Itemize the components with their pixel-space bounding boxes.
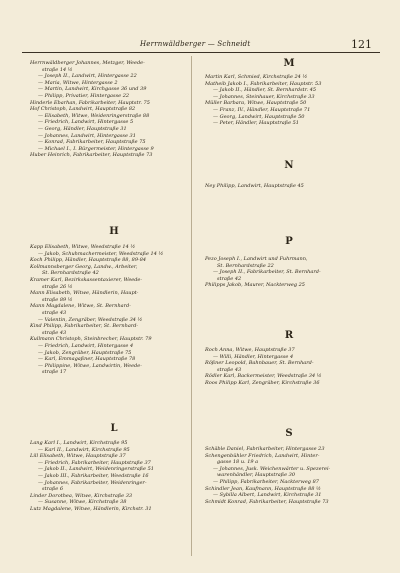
left-column-k [30, 244, 198, 376]
directory-entry: — Jakob, Zengräber, Hauptstraße 75 [38, 349, 132, 356]
section-letter-n: N [284, 160, 294, 171]
directory-entry: straße 43 [42, 329, 67, 336]
directory-entry: Hinderle Ebarhan, Fabrikarbeiter, Hauptstr. 75 [30, 99, 150, 106]
directory-entry: Kind Philipp, Fabrikarbeiter, St. Bernhard- [30, 323, 139, 330]
directory-entry: — Philippine, Witwe, Landwirtin, Weede- [38, 362, 142, 369]
directory-entry: Martin Karl, Schmied, Kirchstraße 24 ½ [205, 74, 308, 80]
directory-entry: — Friedrich, Fabrikarbeiter, Hauptstraße 37 [38, 459, 151, 466]
directory-entry: Schäble Daniel, Fabrikarbeiter, Hintergasse 23 [205, 446, 325, 452]
directory-entry: Schengenbühler Friedrich, Landwirt, Hinter- [205, 452, 320, 459]
directory-entry: — Willi, Händler, Hintergasse 4 [213, 353, 294, 360]
directory-entry: — Valentin, Zengräber, Weedstraße 34 ½ [38, 316, 143, 323]
running-title: Herrnwäldberger — Schneidt [140, 40, 251, 48]
directory-entry: warenhändler, Hauptstraße 30 [217, 472, 295, 479]
directory-entry: straße 6 [42, 486, 64, 493]
directory-entry: — Johannes, Steinhauer, Kirchstraße 33 [213, 93, 315, 100]
directory-entry: Huber Heinrich, Fabrikarbeiter, Hauptstraße 73 [30, 152, 153, 159]
directory-entry: straße 89 ½ [42, 296, 73, 303]
right-column-p [205, 256, 373, 289]
directory-entry: Kramer Karl, Bezirkskassentaxierer, Weede- [30, 276, 143, 283]
directory-entry: Rößner Leopold, Bahnbauer, St. Bernhard- [205, 360, 314, 367]
directory-entry: — Konrad, Fabrikarbeiter, Hauptstraße 75 [38, 139, 146, 146]
directory-entry: Matheib Jakob I., Fabrikarbeiter, Hauptstr. 53 [205, 80, 322, 87]
directory-entry: Linder Dorothea, Witwe, Kirchstraße 33 [30, 492, 133, 499]
right-column-n [205, 183, 373, 190]
directory-entry: straße 17 [42, 369, 67, 376]
directory-entry: — Friedrich, Landwirt, Hintergasse 4 [38, 342, 134, 349]
left-column [30, 60, 198, 159]
directory-entry: Herrnwäldberger Johannes, Metzger, Weede- [30, 60, 145, 66]
section-letter-l: L [110, 423, 118, 434]
directory-entry: — Georg, Händler, Hauptstraße 31 [38, 125, 127, 132]
directory-entry: Lang Karl I., Landwirt, Kirchstraße 95 [30, 440, 128, 446]
directory-entry: Ney Philipp, Landwirt, Hauptstraße 45 [205, 183, 304, 189]
directory-entry: — Joseph II., Landwirt, Hintergasse 22 [38, 73, 137, 80]
directory-entry: gasse 18 u. 19 a [217, 459, 259, 466]
section-letter-r: R [284, 330, 294, 341]
directory-entry: Lutz Magdalene, Witwe, Händlerin, Kirchstr. 31 [30, 505, 152, 512]
section-letter-s: S [285, 428, 293, 439]
directory-entry: Kullmann Christoph, Steinbrecher, Hauptstr. 79 [30, 336, 152, 343]
right-column-r [205, 347, 373, 387]
directory-entry: — Joseph II., Fabrikarbeiter, St. Bernhard- [213, 269, 321, 276]
directory-entry: — Susanne, Witwe, Kirchstraße 38 [38, 499, 127, 506]
directory-entry: — Elisabeth, Witwe, Weidenringerstraße 88 [38, 112, 150, 119]
directory-entry: St. Bernhardstraße 22 [217, 262, 274, 269]
entries-l [30, 440, 198, 513]
directory-entry: — Friedrich, Landwirt, Hintergasse 5 [38, 119, 134, 126]
directory-entry: — Karl, Emmagaßner, Hauptstraße 78 [38, 356, 136, 363]
directory-entry: straße 43 [42, 309, 67, 316]
directory-entry: St. Bernhardstraße 42 [42, 270, 99, 277]
directory-entry: Schmidt Konrad, Fabrikarbeiter, Hauptstraße 73 [205, 498, 329, 505]
directory-entry: Lill Elisabeth, Witwe, Hauptstraße 37 [30, 453, 126, 460]
directory-entry: straße 26 ½ [42, 283, 73, 290]
directory-entry: — Jakob II., Händler, St. Bernhardstr. 45 [213, 87, 317, 94]
section-letter-m: M [283, 58, 295, 69]
entries-k [30, 244, 198, 376]
directory-entry: straße 43 [217, 366, 242, 373]
directory-entry: Roch Anna, Witwe, Hauptstraße 37 [205, 347, 295, 353]
directory-entry: straße 14 ½ [42, 66, 73, 73]
left-column-l [30, 440, 198, 513]
directory-entry: Schindler Jean, Kaufmann, Hauptstraße 88 ½ [205, 485, 321, 492]
directory-entry: — Johannes, Jusk. Weichenwärter u. Spezerei- [213, 465, 331, 472]
header-rule [22, 52, 380, 53]
directory-entry: Kollmannsberger Georg, Landw., Arbeiter, [30, 263, 138, 270]
directory-entry: Kapp Elisabeth, Witwe, Weedstraße 14 ½ [30, 244, 136, 250]
directory-entry: — Johannes, Landwirt, Hintergasse 31 [38, 132, 136, 139]
page-number: 121 [351, 38, 372, 51]
directory-entry: — Johannes, Fabrikarbeiter, Weidenringer- [38, 479, 147, 486]
directory-entry: — Georg, Landwirt, Hauptstraße 50 [213, 113, 305, 120]
directory-entry: straße 42 [217, 275, 242, 282]
entries-p [205, 256, 373, 289]
directory-entry: — Philipp, Fabrikarbeiter, Nackterweg 87 [213, 478, 319, 485]
directory-entry: — Jakob II., Landwirt, Weidenringerstraße 51 [38, 466, 154, 473]
entries-m [205, 74, 373, 127]
entries-r [205, 347, 373, 387]
directory-entry: Müller Barbara, Witwe, Hauptstraße 50 [205, 100, 307, 107]
directory-entry: — Maria, Witwe, Hintergasse 2 [38, 79, 118, 86]
entries-s [205, 446, 373, 505]
directory-entry: — Michael I., I. Bürgermeister, Hintergasse 9 [38, 145, 154, 152]
directory-entry: — Martin, Landwirt, Kirchgasse 36 und 39 [38, 86, 147, 93]
directory-entry: Rödler Karl, Backermeister, Weedstraße 34 ½ [205, 373, 322, 380]
directory-entry: Hof Christoph, Landwirt, Hauptstraße 82 [30, 106, 136, 113]
directory-entry: — Franz, IV., Händler, Hauptstraße 71 [213, 106, 311, 113]
directory-entry: — Peter, Händler, Hauptstraße 51 [213, 120, 299, 127]
directory-entry: Mann Elisabeth, Witwe, Händlerin, Haupt- [30, 290, 139, 297]
directory-entry: — Karl II., Landwirt, Kirchstraße 95 [38, 446, 130, 453]
directory-entry: — Jakob, Schuhmachermeister, Weedstraße 14 ½ [38, 250, 164, 257]
right-column-m [205, 74, 373, 127]
page-header [22, 38, 382, 52]
directory-entry: Philipps Jakob, Maurer, Nackterweg 25 [205, 282, 305, 289]
right-column-s [205, 446, 373, 505]
directory-entry: Koch Philipp, Händler, Hauptstraße 88, 89-84 [30, 257, 147, 264]
directory-entry: Pezo Joseph I., Landwirt und Fuhrmann, [205, 256, 308, 262]
directory-entry: — Sybilla Albert, Landwirt, Kirchstraße 31 [213, 492, 322, 499]
directory-entry: — Philipp, Privatier, Hintergasse 22 [38, 92, 130, 99]
entries-n [205, 183, 373, 190]
directory-entry: — Jakob III., Fabrikarbeiter, Weedstraße 16 [38, 472, 149, 479]
directory-entry: Mann Magdalene, Witwe, St. Bernhard- [30, 303, 131, 310]
entries-h-continued [30, 60, 198, 159]
section-letter-k: H [109, 226, 119, 237]
directory-entry: Roos Philipp Karl, Zengräber, Kirchstraße 36 [205, 379, 320, 386]
section-letter-p: P [285, 236, 293, 247]
